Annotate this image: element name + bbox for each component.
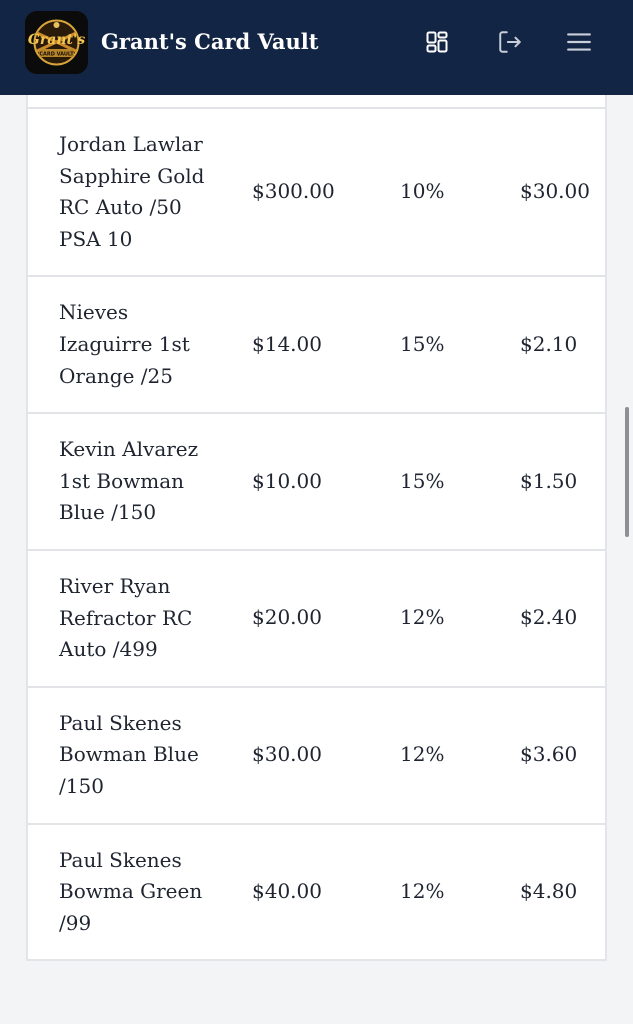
percent-cell: 10% [400, 179, 445, 204]
logo-emblem-icon [25, 11, 88, 74]
fee-cell: $2.40 [520, 605, 578, 630]
page-content[interactable] [0, 95, 633, 1024]
percent-cell: 15% [400, 468, 445, 493]
app-logo[interactable] [25, 11, 88, 74]
logout-icon [497, 29, 523, 55]
table-row [28, 551, 605, 688]
dashboard-icon [425, 30, 449, 54]
fee-cell: $4.80 [520, 879, 578, 904]
dashboard-button[interactable] [421, 26, 453, 58]
fee-cell: $3.60 [520, 742, 578, 767]
percent-cell: 12% [400, 742, 445, 767]
fee-cell: $30.00 [520, 179, 590, 204]
percent-cell: 12% [400, 605, 445, 630]
card-name-cell: Jordan Lawlar Sapphire Gold RC Auto /50 PSA 10 [59, 132, 205, 251]
fee-cell: $2.10 [520, 331, 578, 356]
price-cell: $20.00 [252, 605, 322, 630]
svg-text:CARD VAULT: CARD VAULT [39, 51, 74, 58]
price-cell: $14.00 [252, 331, 322, 356]
table-row [28, 109, 605, 277]
card-name-cell: Kevin Alvarez 1st Bowman Blue /150 [59, 437, 199, 525]
percent-cell: 15% [400, 331, 445, 356]
card-name-cell: Nieves Izaguirre 1st Orange /25 [59, 300, 190, 388]
svg-text:Grant's: Grant's [27, 32, 86, 48]
price-cell: $30.00 [252, 742, 322, 767]
card-name-cell: Paul Skenes Bowman Blue /150 [59, 710, 199, 798]
card-name-cell: River Ryan Refractor RC Auto /499 [59, 573, 193, 662]
table-row [28, 414, 605, 551]
app-title: Grant's Card Vault [101, 29, 319, 54]
price-cell: $40.00 [252, 879, 322, 904]
table-row [28, 277, 605, 414]
table-row [28, 688, 605, 825]
scrollbar-thumb[interactable] [625, 407, 629, 537]
table-row [28, 825, 605, 962]
menu-icon [566, 29, 592, 55]
logout-button[interactable] [494, 26, 526, 58]
menu-button[interactable] [563, 26, 595, 58]
app-header [0, 0, 633, 95]
percent-cell: 12% [400, 879, 445, 904]
commission-table [26, 95, 607, 961]
price-cell: $10.00 [252, 468, 322, 493]
fee-cell: $1.50 [520, 468, 578, 493]
card-name-cell: Paul Skenes Bowma Green /99 [59, 847, 203, 935]
price-cell: $300.00 [252, 179, 335, 204]
table-row [28, 95, 605, 109]
